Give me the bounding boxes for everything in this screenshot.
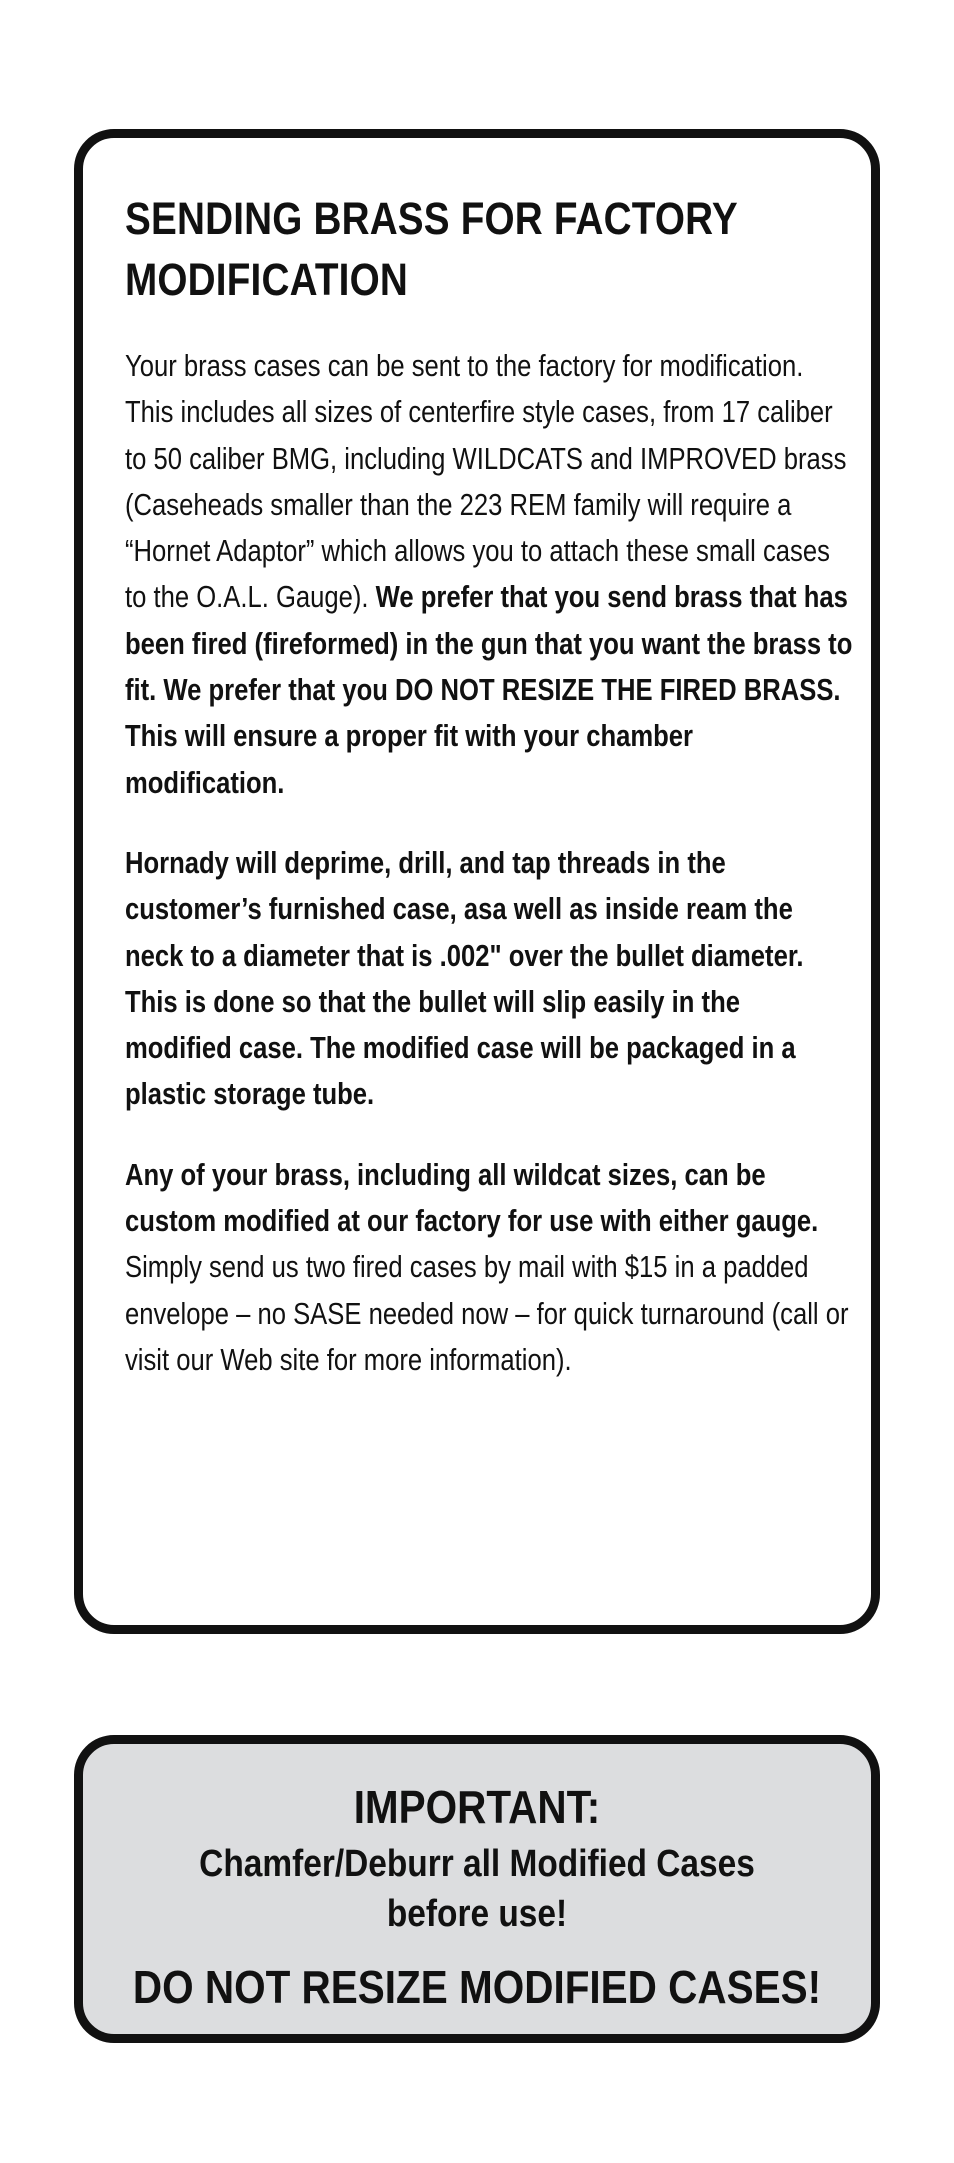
important-notice-box [74,1735,880,2043]
paragraph-1-regular-text: Your brass cases can be sent to the factory for modification. This includes all sizes of centerfire style cases, from 17 caliber to 50 caliber BMG, including WILDCATS and IMPROVED brass (Caseheads smaller than the 223 REM family will require a “Hornet Adaptor” which allows you to attach these small cases to the O.A.L. Gauge). [125,349,847,615]
paragraph-2-bold-text: Hornady will deprime, drill, and tap threads in the customer’s furnished case, asa well as inside ream the neck to a diameter that is .002" over the bullet diameter. This is done so that the bullet will slip easily in the modified case. The modified case will be packaged in a plastic storage tube. [125,845,804,1112]
paragraph-3-regular-text: Simply send us two fired cases by mail with $15 in a padded envelope – no SASE needed now – for quick turnaround (call or visit our Web site for more information). [125,1250,849,1377]
section-title: SENDING BRASS FOR FACTORY MODIFICATION [125,193,738,305]
notice-warning: DO NOT RESIZE MODIFIED CASES! [132,1961,822,2013]
paragraph-custom-modification [125,1152,853,1383]
notice-subtext: Chamfer/Deburr all Modified Cases before use! [199,1843,755,1935]
paragraph-sending-brass [125,343,853,806]
paragraph-1-bold-text: We prefer that you send brass that has been fired (fireformed) in the gun that you want the brass to fit. We prefer that you DO NOT RESIZE THE FIRED BRASS. This will ensure a proper fit with your chamber modification. [125,580,853,800]
paragraph-factory-process [125,840,853,1118]
brass-modification-card [74,129,880,1634]
paragraph-3-bold-text: Any of your brass, including all wildcat sizes, can be custom modified at our factory for use with either gauge. [125,1157,819,1239]
notice-heading: IMPORTANT: [353,1781,601,1833]
